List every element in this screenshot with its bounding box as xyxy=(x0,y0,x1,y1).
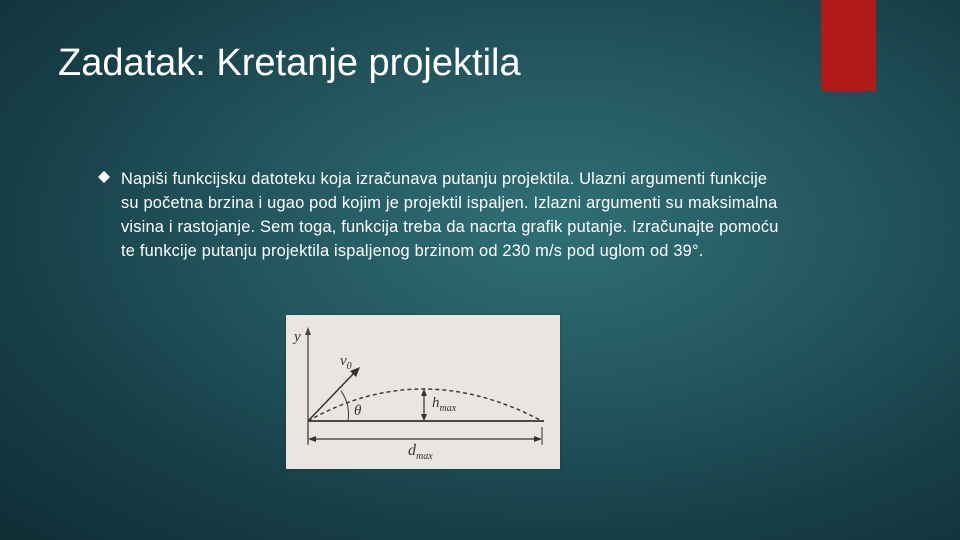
slide-title: Zadatak: Kretanje projektila xyxy=(58,42,521,84)
hmax-top-arrowhead xyxy=(421,389,427,396)
dmax-left-arrowhead xyxy=(308,436,316,442)
angle-label: θ xyxy=(354,403,362,419)
diamond-bullet-icon xyxy=(98,171,110,183)
projectile-diagram xyxy=(286,315,560,469)
velocity-label: $v_0$ xyxy=(340,353,352,372)
y-axis-label: y xyxy=(294,329,301,345)
bullet-text: Napiši funkcijsku datoteku koja izračunava putanju projektila. Ulazni argumenti funkcije su početna brzina i ugao pod kojim je projektil ispaljen. Izlazni argumenti su maksimalna visina i rastojanje. Sem toga, funkcija treba da nacrta grafik putanje. Izračunajte pomoću te funkcije putanju projektila ispaljenog brzinom od 230 m/s pod uglom od 39°. xyxy=(121,170,779,260)
hmax-label: $h_{max}$ xyxy=(432,395,457,414)
accent-bar xyxy=(821,0,876,91)
projectile-diagram-svg xyxy=(286,315,560,469)
bullet-item xyxy=(98,167,788,263)
angle-arc xyxy=(341,391,349,421)
hmax-bottom-arrowhead xyxy=(421,414,427,421)
y-axis-arrowhead xyxy=(305,327,311,335)
dmax-label: $d_{max}$ xyxy=(408,442,433,462)
dmax-right-arrowhead xyxy=(534,436,542,442)
